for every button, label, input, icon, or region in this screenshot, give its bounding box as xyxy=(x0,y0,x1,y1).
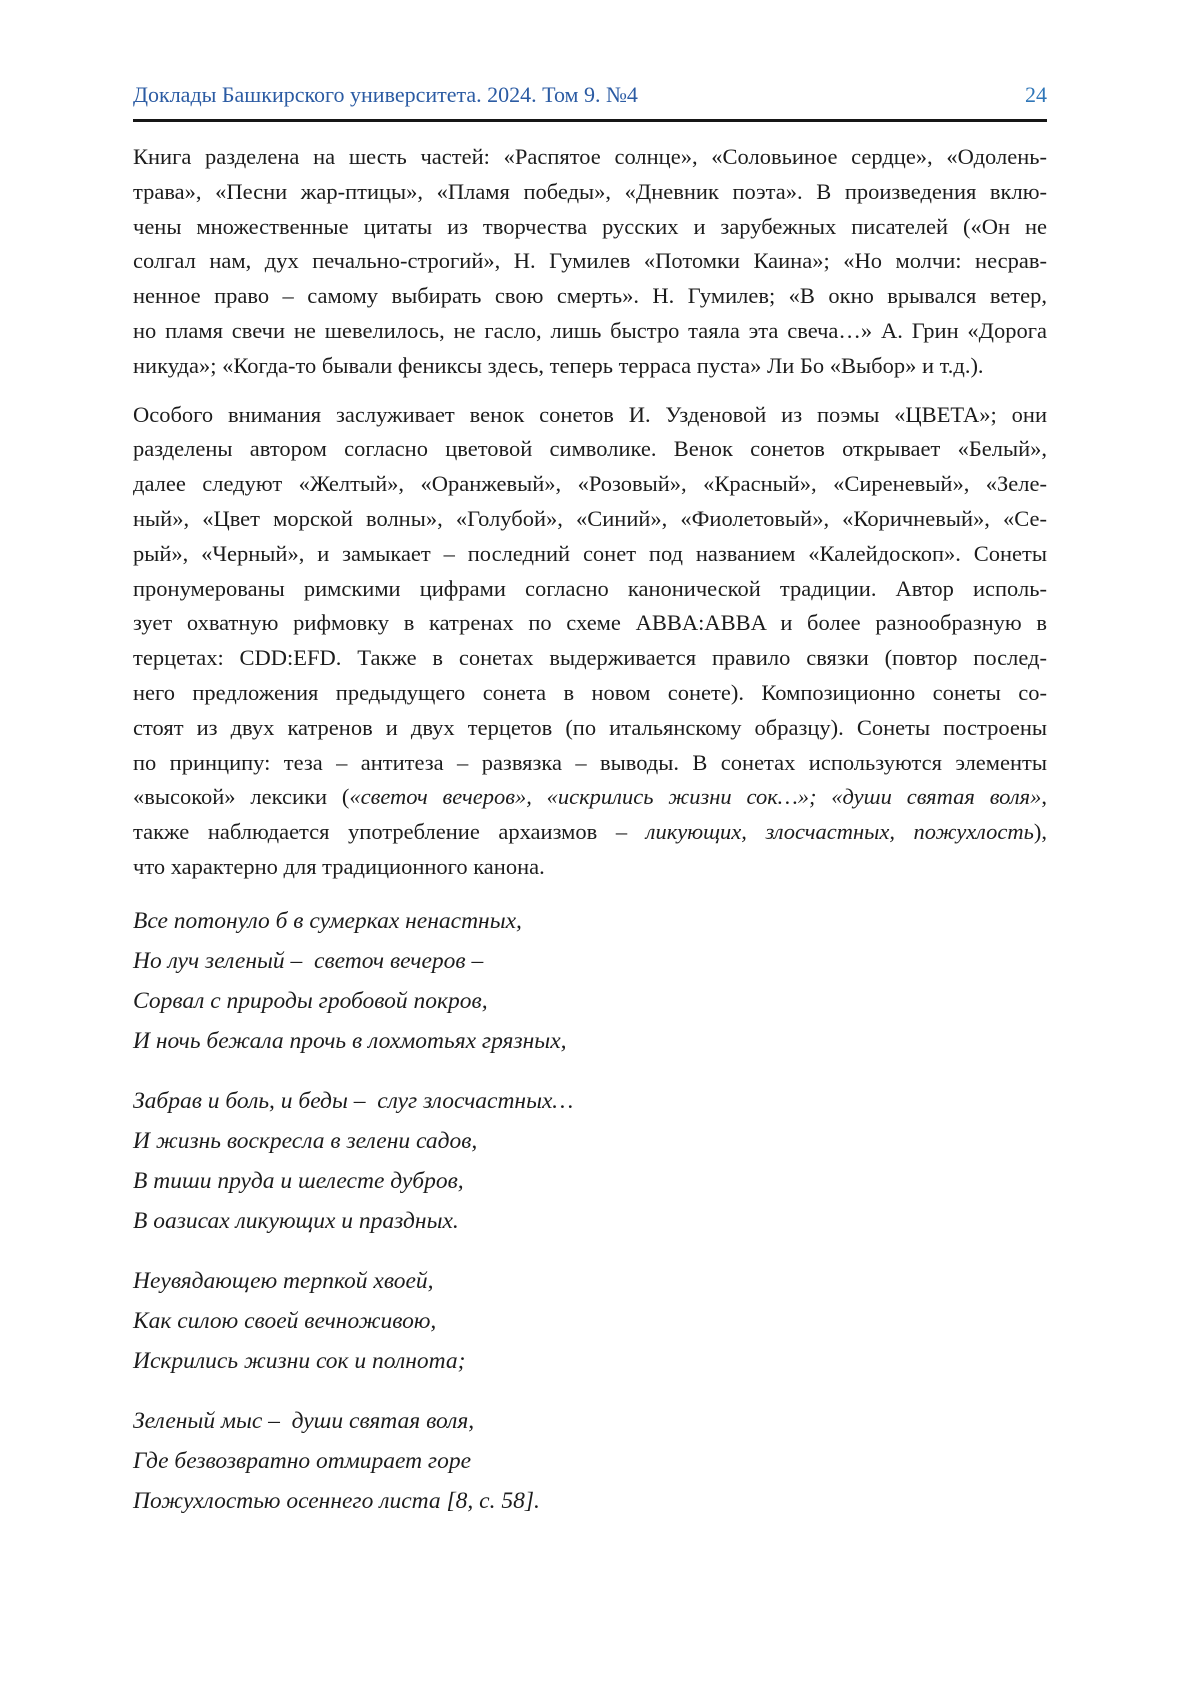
text-segment: пронумерованы римскими цифрами согласно канонической традиции. Автор исполь- xyxy=(133,575,1047,601)
text-line xyxy=(133,175,1047,210)
poem-line: Но луч зеленый – светоч вечеров – xyxy=(133,947,484,974)
poem-line: Как силою своей вечноживою, xyxy=(133,1307,437,1334)
body-paragraphs xyxy=(133,140,1047,885)
poem-stanza-3 xyxy=(133,1261,1047,1381)
poem-line: Сорвал с природы гробовой покров, xyxy=(133,987,488,1014)
journal-title: Доклады Башкирского университета. 2024. Том 9. №4 xyxy=(133,82,638,107)
text-line xyxy=(133,711,1047,746)
poem-stanza-4 xyxy=(133,1401,1047,1521)
text-line xyxy=(133,398,1047,433)
poem-line: И ночь бежала прочь в лохмотьях грязных, xyxy=(133,1027,567,1054)
text-line xyxy=(133,780,1047,815)
poem-line: Зеленый мыс – души святая воля, xyxy=(133,1407,475,1434)
text-line xyxy=(133,572,1047,607)
poem xyxy=(133,901,1047,1521)
poem-line: Пожухлостью осеннего листа [8, с. 58]. xyxy=(133,1487,540,1514)
text-line xyxy=(133,850,1047,885)
text-line xyxy=(133,314,1047,349)
page-body xyxy=(133,140,1047,1521)
text-line xyxy=(133,641,1047,676)
text-segment: далее следуют «Желтый», «Оранжевый», «Розовый», «Красный», «Сиреневый», «Зеле- xyxy=(133,471,1047,497)
text-segment: Особого внимания заслуживает венок сонетов И. Узденовой из поэмы «ЦВЕТА»; они xyxy=(133,401,1047,427)
text-segment: терцетах: CDD:EFD. Также в сонетах выдерживается правило связки (повтор послед- xyxy=(133,645,1047,671)
text-segment: но пламя свечи не шевелилось, не гасло, лишь быстро таяла эта свеча…» А. Грин «Дорога xyxy=(133,317,1047,343)
poem-line: Неувядающею терпкой хвоей, xyxy=(133,1267,434,1294)
text-line xyxy=(133,746,1047,781)
poem-line: Где безвозвратно отмирает горе xyxy=(133,1447,472,1474)
poem-line: И жизнь воскресла в зелени садов, xyxy=(133,1127,478,1154)
text-line xyxy=(133,606,1047,641)
header-rule xyxy=(133,119,1047,122)
italic-segment: «светоч вечеров», «искрились жизни сок…»; «души святая воля» xyxy=(349,784,1042,810)
text-segment: трава», «Песни жар-птицы», «Пламя победы», «Дневник поэта». В произведения вклю- xyxy=(133,178,1047,204)
text-segment: ный», «Цвет морской волны», «Голубой», «Синий», «Фиолетовый», «Коричневый», «Се- xyxy=(133,505,1047,531)
text-segment: рый», «Черный», и замыкает – последний сонет под названием «Калейдоскоп». Сонеты xyxy=(133,540,1047,566)
text-line xyxy=(133,349,1047,384)
text-line xyxy=(133,140,1047,175)
text-line xyxy=(133,432,1047,467)
text-segment: ненное право – самому выбирать свою смерть». Н. Гумилев; «В окно врывался ветер, xyxy=(133,283,1047,309)
poem-line: Забрав и боль, и беды – слуг злосчастных… xyxy=(133,1087,574,1114)
text-segment: разделены автором согласно цветовой символике. Венок сонетов открывает «Белый», xyxy=(133,436,1047,462)
text-line xyxy=(133,815,1047,850)
page-number: 24 xyxy=(1025,82,1047,107)
text-segment: «высокой» лексики ( xyxy=(133,784,350,810)
text-segment: него предложения предыдущего сонета в новом сонете). Композиционно сонеты со- xyxy=(133,679,1047,705)
text-segment: по принципу: теза – антитеза – развязка – выводы. В сонетах используются элементы xyxy=(133,749,1047,775)
text-segment: зует охватную рифмовку в катренах по схеме ABBA:ABBA и более разнообразную в xyxy=(133,610,1047,636)
italic-segment: ликующих, злосчастных, пожухлость xyxy=(645,819,1034,845)
poem-line: В оазисах ликующих и праздных. xyxy=(133,1207,459,1234)
text-line xyxy=(133,676,1047,711)
text-segment: , xyxy=(1041,784,1047,810)
text-segment: чены множественные цитаты из творчества русских и зарубежных писателей («Он не xyxy=(133,213,1047,239)
poem-line: В тиши пруда и шелесте дубров, xyxy=(133,1167,464,1194)
text-segment: Книга разделена на шесть частей: «Распятое солнце», «Соловьиное сердце», «Одолень- xyxy=(133,144,1047,169)
text-segment: что характерно для традиционного канона. xyxy=(133,853,545,879)
poem-stanza-2 xyxy=(133,1081,1047,1241)
text-line xyxy=(133,502,1047,537)
page-header xyxy=(133,82,1047,108)
text-segment: стоят из двух катренов и двух терцетов (по итальянскому образцу). Сонеты построены xyxy=(133,714,1047,740)
text-line xyxy=(133,244,1047,279)
text-line xyxy=(133,279,1047,314)
paragraph-2 xyxy=(133,398,1047,885)
poem-stanza-1 xyxy=(133,901,1047,1061)
text-line xyxy=(133,467,1047,502)
text-line xyxy=(133,210,1047,245)
text-segment: никуда»; «Когда-то бывали фениксы здесь, теперь терраса пуста» Ли Бо «Выбор» и т.д.). xyxy=(133,352,984,378)
poem-line: Искрились жизни сок и полнота; xyxy=(133,1347,466,1374)
text-segment: ), xyxy=(1033,819,1047,845)
text-segment: также наблюдается употребление архаизмов – xyxy=(133,819,646,845)
text-line xyxy=(133,537,1047,572)
text-segment: солгал нам, дух печально-строгий», Н. Гумилев «Потомки Каина»; «Но молчи: несрав- xyxy=(133,248,1047,274)
poem-line: Все потонуло б в сумерках ненастных, xyxy=(133,907,522,934)
paragraph-1 xyxy=(133,140,1047,384)
